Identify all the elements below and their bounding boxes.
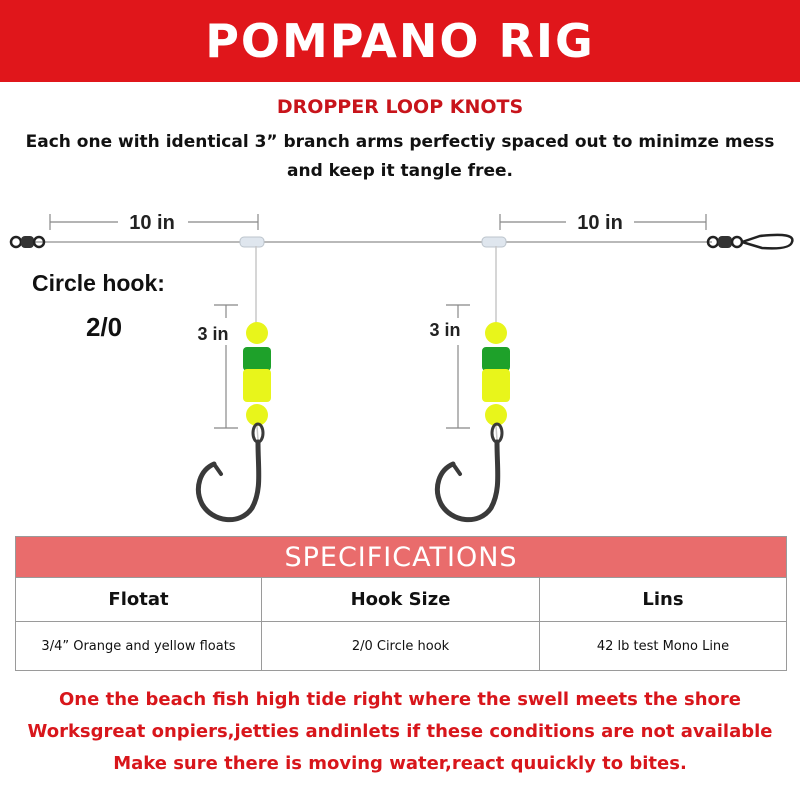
description-line-2: and keep it tangle free. — [287, 161, 513, 181]
note-line: One the beach fish high tide right where the swell meets the shore — [59, 689, 741, 710]
left-span-label: 10 in — [129, 212, 175, 234]
cell-float: 3/4” Orange and yellow floats — [16, 622, 262, 670]
description-line-1: Each one with identical 3” branch arms perfectiy spaced out to minimze mess — [25, 132, 775, 152]
description — [10, 128, 790, 186]
float-beads-left — [243, 322, 271, 426]
title-banner — [0, 0, 800, 82]
dropper-knot-right — [482, 237, 506, 247]
rig-diagram — [0, 190, 800, 530]
snap-swivel-icon — [708, 235, 792, 249]
hook-type-label: Circle hook: — [32, 270, 165, 296]
table-row — [16, 622, 786, 670]
note-line: Make sure there is moving water,react quuickly to bites. — [113, 753, 687, 774]
subtitle: DROPPER LOOP KNOTS — [276, 96, 524, 118]
circle-hook-left-icon — [198, 424, 263, 520]
specifications-header — [16, 537, 786, 577]
column-header-float: Flotat — [16, 578, 262, 621]
right-drop-label: 3 in — [429, 320, 461, 340]
float-beads-right — [482, 322, 510, 426]
specifications-table — [15, 536, 787, 671]
column-header-hook-size: Hook Size — [262, 578, 540, 621]
left-drop-label: 3 in — [197, 324, 229, 344]
circle-hook-right-icon — [437, 424, 502, 520]
page-title: POMPANO RIG — [205, 14, 595, 68]
column-header-line: Lins — [642, 589, 684, 610]
usage-notes — [0, 684, 800, 780]
dropper-knot-left — [240, 237, 264, 247]
specifications-title: SPECIFICATIONS — [284, 541, 518, 573]
cell-line: 42 lb test Mono Line — [596, 638, 730, 654]
note-line: Worksgreat onpiers,jetties andinlets if these conditions are not available — [27, 721, 773, 742]
cell-hook-size: 2/0 Circle hook — [262, 622, 540, 670]
table-header-row — [16, 577, 786, 622]
right-span-label: 10 in — [577, 212, 623, 234]
hook-size-label: 2/0 — [86, 312, 123, 342]
